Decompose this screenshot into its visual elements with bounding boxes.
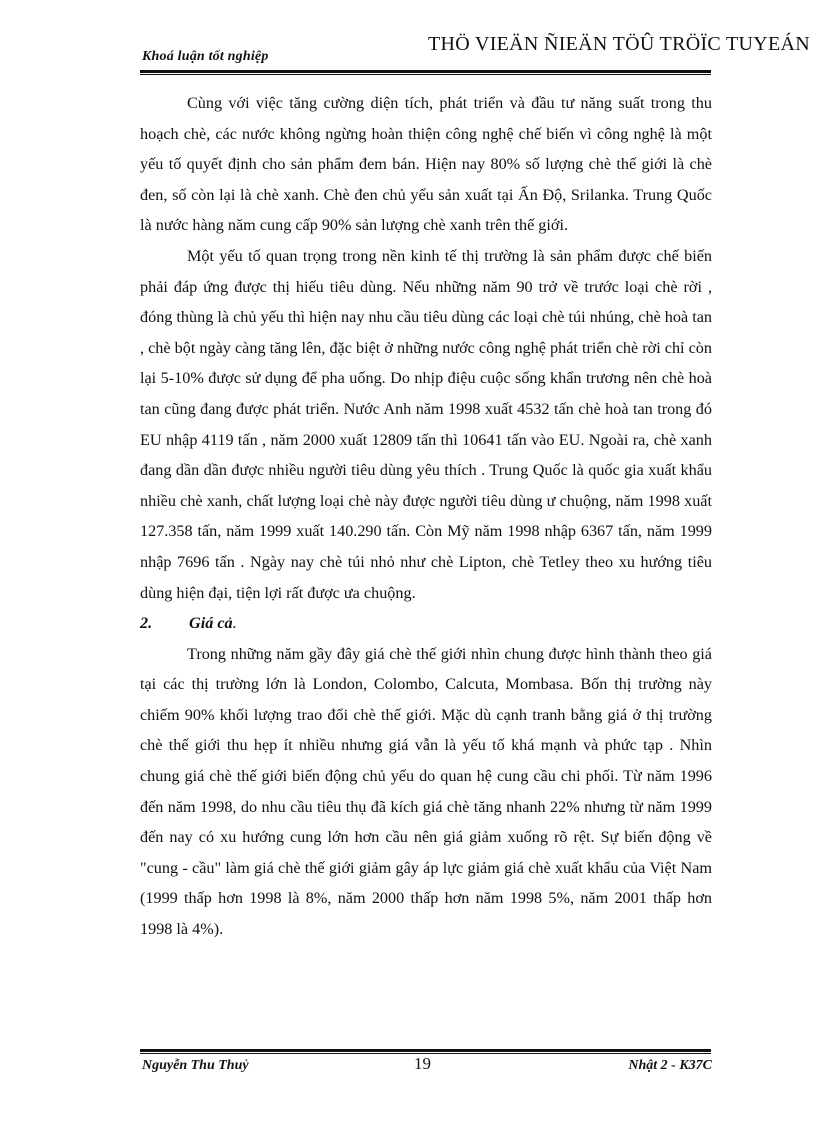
footer-class: Nhật 2 - K37C [628,1058,712,1073]
page-number: 19 [414,1054,431,1073]
header-divider [140,70,711,75]
section-title-period: . [232,614,237,633]
main-text [140,88,712,945]
header-library-label: THÖ VIEÄN ÑIEÄN TÖÛ TRÖÏC TUYEÁN [428,33,810,55]
section-heading [140,608,712,639]
section-number: 2. [140,614,153,633]
header-thesis-label: Khoá luận tốt nghiệp [142,49,269,64]
section-title: Giá cả [189,614,233,633]
paragraph-consumer-taste: Một yếu tố quan trọng trong nền kinh tế thị trường là sản phẩm được chế biến phải đáp ứng được thị hiếu tiêu dùng. Nếu những năm 90 trở về trước loại chè rời , đóng thùng là chủ yếu thì hiện nay nhu cầu tiêu dùng các loại chè túi nhúng, chè hoà tan , chè bột ngày càng tăng lên, đặc biệt ở những nước công nghệ phát triển chè rời chỉ còn lại 5-10% được sử dụng để pha uống. Do nhịp điệu cuộc sống khẩn trương nên chè hoà tan cũng đang được phát triển. Nước Anh năm 1998 xuất 4532 tấn chè hoà tan trong đó EU nhập 4119 tấn , năm 2000 xuất 12809 tấn thì 10641 tấn vào EU. Ngoài ra, chè xanh đang dần dần được nhiều người tiêu dùng yêu thích . Trung Quốc là quốc gia xuất khẩu nhiều chè xanh, chất lượng loại chè này được người tiêu dùng ư chuộng, năm 1998 xuất 127.358 tấn, năm 1999 xuất 140.290 tấn. Còn Mỹ năm 1998 nhập 6367 tấn, năm 1999 nhập 7696 tấn . Ngày nay chè túi nhỏ như chè Lipton, chè Tetley theo xu hướng tiêu dùng hiện đại, tiện lợi rất được ưa chuộng. [140,246,712,602]
paragraph-tea-prices: Trong những năm gầy đây giá chè thế giới nhìn chung được hình thành theo giá tại các thị trường lớn là London, Colombo, Calcuta, Mombasa. Bốn thị trường này chiếm 90% khối lượng trao đổi chè thế giới. Mặc dù cạnh tranh bằng giá ở thị trường chè thế giới thu hẹp ít nhiều nhưng giá vẫn là yếu tố khá mạnh và phức tạp . Nhìn chung giá chè thế giới biến động chủ yếu do quan hệ cung cầu chi phối. Từ năm 1996 đến năm 1998, do nhu cầu tiêu thụ đã kích giá chè tăng nhanh 22% nhưng từ năm 1999 đến nay có xu hướng cung lớn hơn cầu nên giá giảm xuống rõ rệt. Sự biến động về "cung - cầu" làm giá chè thế giới giảm gây áp lực giảm giá chè xuất khẩu của Việt Nam (1999 thấp hơn 1998 là 8%, năm 2000 thấp hơn năm 1998 5%, năm 2001 thấp hơn 1998 là 4%). [140,644,712,939]
paragraph-tea-processing: Cùng với việc tăng cường diện tích, phát triển và đầu tư năng suất trong thu hoạch chè, các nước không ngừng hoàn thiện công nghệ chế biến vì công nghệ là một yếu tố quyết định cho sản phẩm đem bán. Hiện nay 80% số lượng chè thế giới là chè đen, số còn lại là chè xanh. Chè đen chủ yếu sản xuất tại Ấn Độ, Srilanka. Trung Quốc là nước hàng năm cung cấp 90% sản lượng chè xanh trên thế giới. [140,94,712,235]
footer-author: Nguyễn Thu Thuỷ [142,1058,249,1073]
